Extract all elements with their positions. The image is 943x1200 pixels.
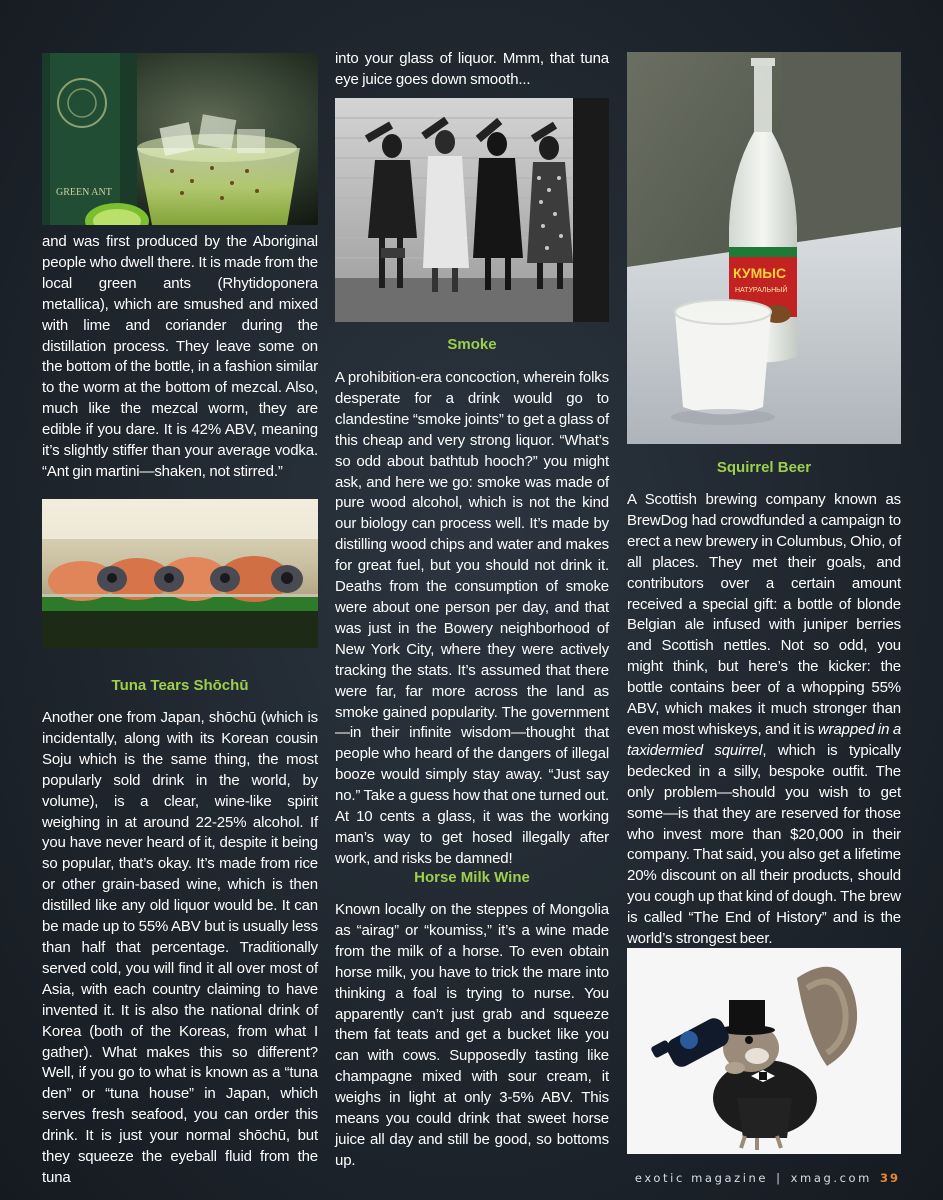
tuna-tears-heading: Tuna Tears Shōchū [111, 677, 249, 694]
horse-milk-wine-text: Known locally on the steppes of Mongolia as “airag” or “koumiss,” it’s a wine made from the milk of a horse. To even obtain horse milk, you have to trick the mare into thinking a foal is trying to nurse. You apparently can’t just grab and squeeze them fat teats and get a bucket like you can with cows. Supposedly tasting like champagne mixed with sour cream, it weighs in light at only 3-5% ABV. This means you could drink that sweet horse juice all day and still be good, so bottoms up. [335, 901, 609, 1169]
kumys-sublabel: НАТУРАЛЬНЫЙ [735, 287, 788, 294]
smoke-heading: Smoke [447, 336, 497, 353]
ant-gin-continued-text: and was first produced by the Aboriginal people who dwell there. It is made from the local green ants (Rhytidoponera metallica), which are smushed and mixed with lime and coriander during the distillation process. They leave some on the bottom of the bottle, in a fashion similar to the worm at the bottom of mezcal. Also, much like the mezcal worm, they are edible if you dare. It is 42% ABV, meaning it’s slightly stiffer than your average vodka. “Ant gin martini—shaken, not stirred.” [42, 233, 318, 480]
squirrel-beer-text [627, 490, 901, 950]
tuna-tears-text: Another one from Japan, shōchū (which is incidentally, along with its Korean cousin Soju which is the same thing, the most popularly sold drink in the world, by volume), is a clear, wine-like spirit weighing in at around 22-25% alcohol. If you have never heard of it, despite it being so popular, that’s okay. It’s made from rice or other grain-based wine, which is then distilled like any old liquor would be. It can be made up to 55% ABV but is usually less than half that percentage. Traditionally served cold, you will find it all over most of Asia, with each country claiming to have invented it. It is also the national drink of Korea (both of the Koreas, from what I gather). What makes this so different? Well, if you go to what is known as a “tuna den” or “tuna house” in Japan, which serves fresh seafood, you can order this drink. It is just your normal shōchū, but they squeeze the eyeball fluid from the tuna [42, 709, 318, 1186]
page-footer [635, 1171, 900, 1185]
page-number: 39 [879, 1171, 900, 1185]
footer-separator: | [776, 1171, 783, 1185]
smoke-photo [335, 98, 609, 322]
kumys-photo [627, 52, 901, 444]
squirrel-photo [627, 948, 901, 1154]
smoke-text: A prohibition-era concoction, wherein folks desperate for a drink would go to clandestine “smoke joints” to get a glass of this cheap and very strong liquor. “What’s so odd about bathtub hooch?” you might ask, and here we go: smoke was made of pure wood alcohol, which is not the kind our biology can process well. It’s made by distilling wood chips and water and makes for great fuel, but you should not drink it. Deaths from the consumption of smoke were about one person per day, and that was just in the Bowery neighborhood of New York City, where they were actively tracking the stats. It’s assumed that there were far, far more across the land as smoke gained popularity. The government—in their infinite wisdom—thought that people who heard of the dangers of illegal booze would simply stay away. “Just say no.” Take a guess how that one turned out. At 10 cents a glass, it was the working man’s way to get hosed illegally after work, and risks be damned! [335, 369, 609, 867]
ant-gin-bottle-label: GREEN ANT [56, 187, 112, 198]
ant-gin-photo [42, 53, 318, 225]
squirrel-beer-text-part1: A Scottish brewing company known as BrewDog had crowdfunded a campaign to erect a new brewery in Columbus, Ohio, of all places. They met their goals, and contributors over a certain amount received a special gift: a bottle of blonde Belgian ale infused with juniper berries and Scottish nettles. Not so odd, you might think, but here’s the kicker: the bottle contains beer of a whopping 55% ABV, which makes it much stronger than even most whiskeys, and it is [627, 491, 901, 738]
horse-milk-wine-heading: Horse Milk Wine [414, 869, 530, 886]
tuna-eyes-photo [42, 499, 318, 648]
squirrel-beer-text-italic: wrapped in a taxidermied squirrel [627, 720, 902, 759]
tuna-tears-continued-text: into your glass of liquor. Mmm, that tuna eye juice goes down smooth... [335, 50, 609, 88]
squirrel-beer-text-part2: , which is typically bedecked in a silly, bespoke outfit. The only problem—should you wish to get some—is that they are reserved for those who invest more than $20,000 in their company. That said, you also get a lifetime 20% discount on all their products, should you cough up that kind of dough. The brew is called “The End of History” and is the world’s strongest beer. [627, 741, 902, 948]
kumys-label: КУМЫС [733, 265, 787, 281]
footer-site: xmag.com [790, 1171, 872, 1185]
squirrel-beer-heading: Squirrel Beer [716, 459, 812, 476]
footer-magazine: exotic magazine [634, 1171, 769, 1185]
